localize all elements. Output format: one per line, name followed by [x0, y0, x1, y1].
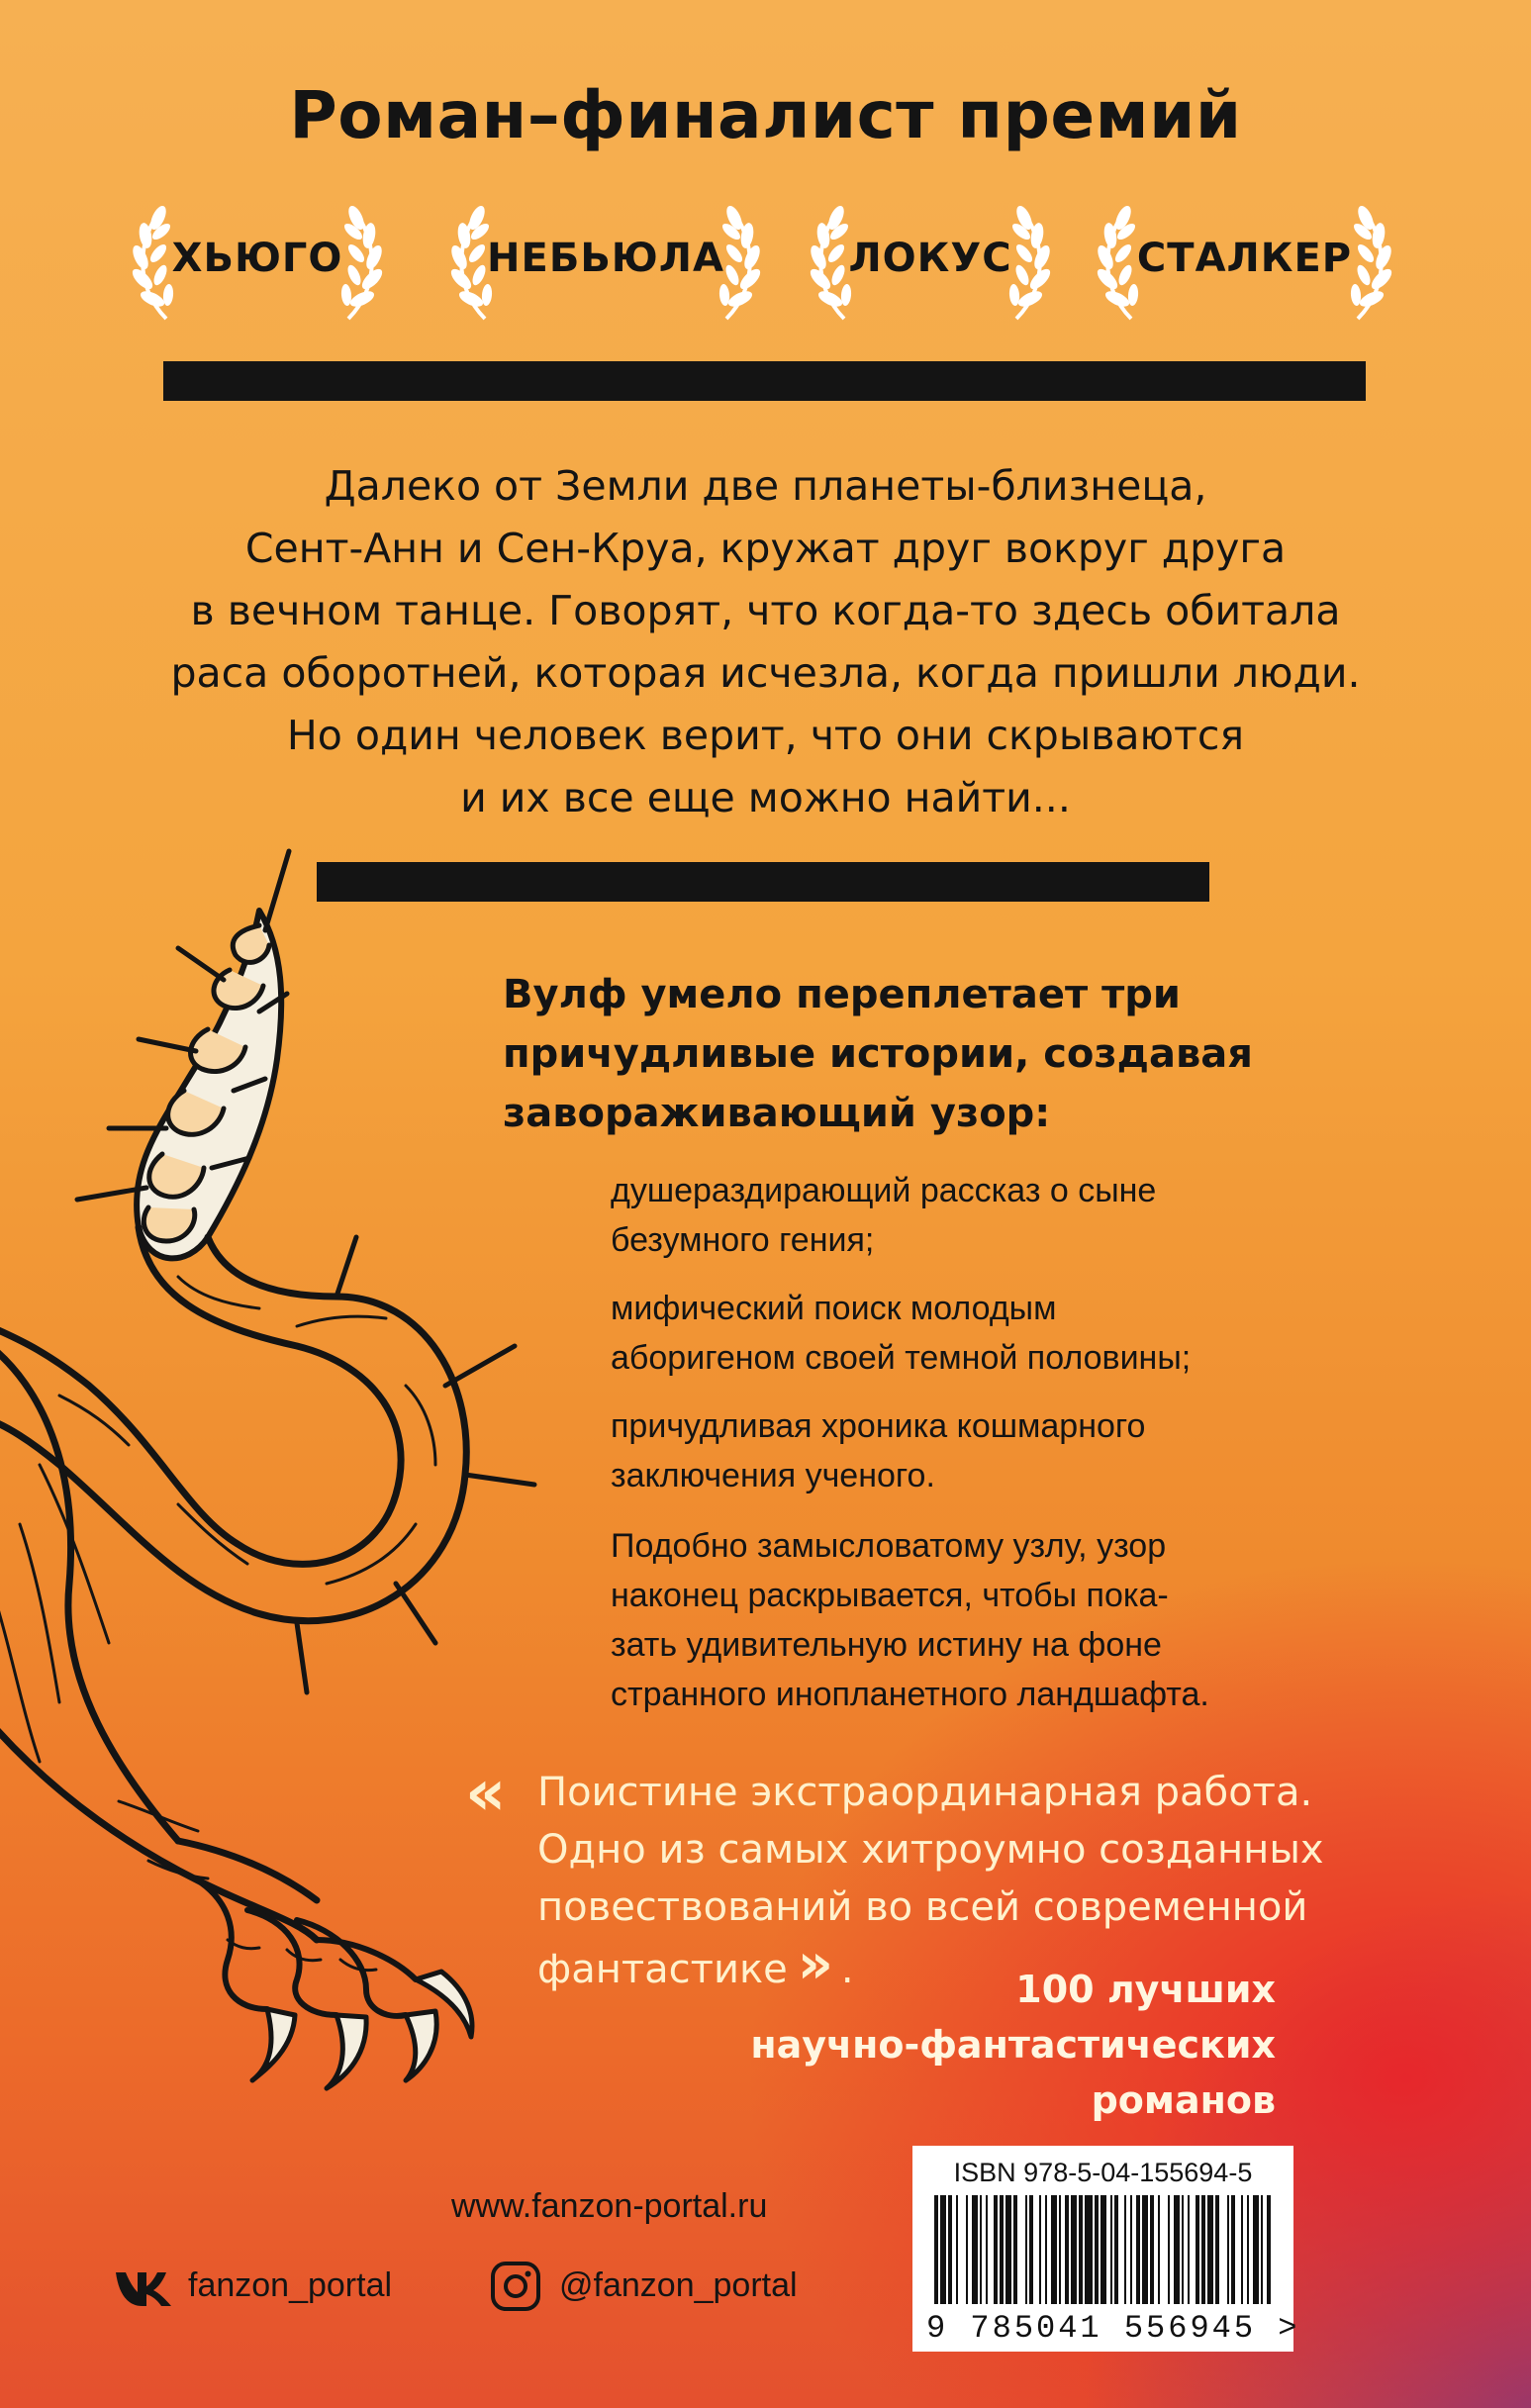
- barcode-bar: [980, 2195, 982, 2304]
- barcode-bar: [1142, 2195, 1148, 2304]
- barcode-bar: [1124, 2195, 1126, 2304]
- story-line: безумного гения;: [611, 1221, 875, 1259]
- story-line: душераздирающий рассказ о сыне: [611, 1172, 1157, 1209]
- conclusion-paragraph: [611, 1521, 1209, 1719]
- barcode-bar: [1079, 2195, 1083, 2304]
- barcode-bar: [1059, 2195, 1061, 2304]
- barcode-bar: [1241, 2195, 1243, 2304]
- barcode-bar: [1110, 2195, 1112, 2304]
- barcode-bar: [1168, 2195, 1170, 2304]
- barcode-bar: [940, 2195, 946, 2304]
- synopsis-line: в вечном танце. Говорят, что когда-то здесь обитала: [190, 587, 1341, 634]
- barcode-bar: [1207, 2195, 1213, 2304]
- barcode-bar: [1231, 2195, 1235, 2304]
- barcode-bar: [1261, 2195, 1263, 2304]
- barcode-bar: [1150, 2195, 1154, 2304]
- barcode-bar: [1158, 2195, 1160, 2304]
- barcode-bar: [1039, 2195, 1041, 2304]
- story-line: мифический поиск молодым: [611, 1290, 1057, 1327]
- synopsis: [139, 455, 1392, 829]
- barcode-bar: [1267, 2195, 1271, 2304]
- conclusion-line: странного инопланетного ландшафта.: [611, 1676, 1209, 1713]
- isbn-label: ISBN 978-5-04-155694-5: [953, 2158, 1253, 2187]
- story-3: [611, 1401, 1145, 1500]
- source-line: романов: [1091, 2078, 1276, 2122]
- lead-line: завораживающий узор:: [503, 1091, 1051, 1136]
- source-line: 100 лучших: [1015, 1968, 1276, 2011]
- barcode-bar: [1174, 2195, 1180, 2304]
- barcode-bar: [948, 2195, 952, 2304]
- lead-line: причудливые истории, создавая: [503, 1031, 1253, 1077]
- barcode-bar: [972, 2195, 978, 2304]
- barcode-bar: [1051, 2195, 1057, 2304]
- vk-handle: fanzon_portal: [188, 2266, 393, 2304]
- synopsis-line: Сент-Анн и Сен-Круа, кружат друг вокруг друга: [244, 525, 1287, 572]
- barcode-bar: [1227, 2195, 1229, 2304]
- story-line: заключения ученого.: [611, 1457, 935, 1494]
- barcode-bar: [1005, 2195, 1011, 2304]
- instagram-icon: [490, 2261, 541, 2312]
- barcode-bar: [956, 2195, 958, 2304]
- award-label: СТАЛКЕР: [1136, 236, 1353, 281]
- barcode-bar: [1000, 2195, 1004, 2304]
- synopsis-line: Но один человек верит, что они скрываются: [286, 712, 1245, 759]
- story-line: причудливая хроника кошмарного: [611, 1407, 1146, 1445]
- barcode-bar: [1130, 2195, 1132, 2304]
- barcode-bar: [966, 2195, 968, 2304]
- barcode-bar: [1071, 2195, 1077, 2304]
- barcode-bar: [1196, 2195, 1199, 2304]
- quote-source: [750, 1962, 1276, 2128]
- isbn-barcode: [912, 2146, 1300, 2352]
- quote-open-mark: «: [465, 1757, 507, 1830]
- source-line: научно-фантастических: [750, 2023, 1276, 2067]
- quote-period: .: [840, 1947, 854, 1992]
- quote-line: Одно из самых хитроумно созданных: [537, 1827, 1324, 1873]
- award-label: НЕБЬЮЛА: [487, 236, 724, 281]
- website-link[interactable]: www.fanzon-portal.ru: [451, 2187, 768, 2225]
- award-stalker: [1094, 188, 1395, 337]
- barcode-bar: [1182, 2195, 1184, 2304]
- barcode-bar: [1215, 2195, 1219, 2304]
- award-hugo: [129, 188, 386, 337]
- synopsis-line: и их все еще можно найти...: [460, 774, 1071, 821]
- barcode-bar: [1247, 2195, 1249, 2304]
- vk-link[interactable]: [114, 2261, 470, 2312]
- barcode-bar: [1085, 2195, 1093, 2304]
- award-label: ЛОКУС: [848, 236, 1012, 281]
- barcode-bar: [1045, 2195, 1047, 2304]
- conclusion-line: наконец раскрывается, чтобы пока-: [611, 1577, 1169, 1614]
- vk-icon: [114, 2268, 175, 2308]
- lead-line: Вулф умело переплетает три: [503, 972, 1181, 1017]
- barcode-bar: [1095, 2195, 1099, 2304]
- barcode-bar: [934, 2195, 938, 2304]
- awards-row: [0, 188, 1531, 337]
- quote-line: Поистине экстраординарная работа.: [537, 1770, 1313, 1815]
- barcode-bar: [1114, 2195, 1118, 2304]
- isbn-digits: 9 785041 556945 >: [926, 2310, 1300, 2347]
- lead-paragraph: [503, 965, 1253, 1143]
- synopsis-line: Далеко от Земли две планеты-близнеца,: [324, 462, 1207, 510]
- award-nebula: [447, 188, 764, 337]
- barcode-bar: [1201, 2195, 1205, 2304]
- barcode-bar: [1188, 2195, 1190, 2304]
- synopsis-line: раса оборотней, которая исчезла, когда пришли люди.: [170, 649, 1361, 697]
- barcode-bar: [1025, 2195, 1027, 2304]
- barcode-bar: [986, 2195, 988, 2304]
- conclusion-line: Подобно замысловатому узлу, узор: [611, 1527, 1167, 1565]
- story-2: [611, 1284, 1191, 1383]
- barcode-bar: [1100, 2195, 1106, 2304]
- quote-line: повествований во всей современной: [537, 1884, 1308, 1930]
- award-label: ХЬЮГО: [171, 236, 343, 281]
- quote-last-words: фантастике: [537, 1947, 788, 1992]
- quote-close-mark: »: [797, 1932, 833, 1996]
- story-1: [611, 1166, 1156, 1265]
- barcode-bar: [1136, 2195, 1140, 2304]
- barcode-bar: [994, 2195, 998, 2304]
- instagram-link[interactable]: [490, 2261, 886, 2312]
- divider-top: [163, 361, 1366, 401]
- award-locus: [807, 188, 1054, 337]
- barcode-bar: [1253, 2195, 1259, 2304]
- instagram-handle: @fanzon_portal: [559, 2266, 798, 2304]
- barcode-bar: [1065, 2195, 1069, 2304]
- barcode-bar: [1029, 2195, 1033, 2304]
- barcode-bar: [1013, 2195, 1017, 2304]
- story-line: аборигеном своей темной половины;: [611, 1339, 1192, 1377]
- conclusion-line: зать удивительную истину на фоне: [611, 1626, 1162, 1664]
- dragon-tail-icon: [0, 831, 554, 2177]
- headline: Роман–финалист премий: [289, 77, 1242, 153]
